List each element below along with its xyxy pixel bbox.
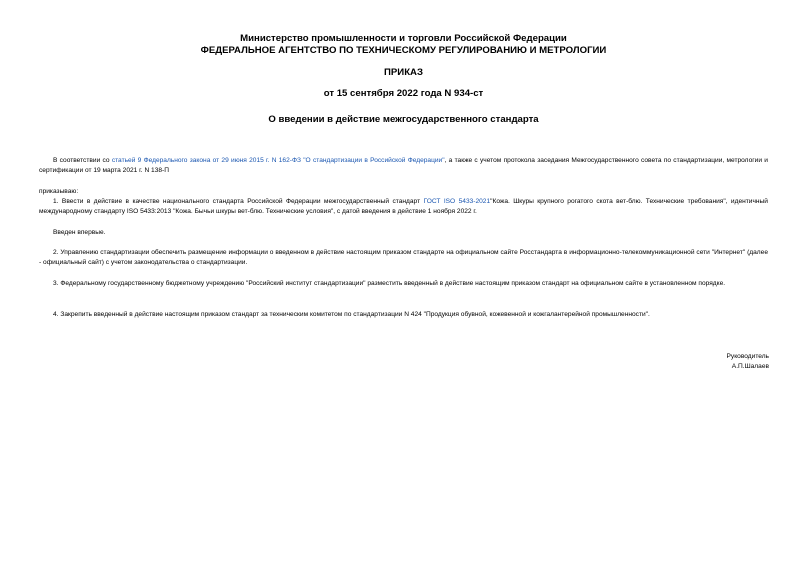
document-date-number: от 15 сентября 2022 года N 934-ст [323,88,484,99]
law-link[interactable]: статьей 9 Федерального закона от 29 июня 2015 г. N 162-ФЗ "О стандартизации в Российской Федерации" [111,157,445,164]
ministry-name: Министерство промышленности и торговли Российской Федерации [240,33,567,44]
paragraph-item-2: 2. Управлению стандартизации обеспечить размещение информации о введенном в действие настоящим приказом стандарте на официальном сайте Росстандарта в информационно-телекоммуникационной сети "Интернет" (далее - официальный сайт) с учетом законодательства о стандартизации. [39,249,768,266]
paragraph-preamble [39,156,768,176]
preamble-suffix: , а также с учетом протокола заседания Межгосударственного совета по стандартизации, метрологии и сертификации от 19 марта 2021 г. N 138-П [39,157,768,174]
signatory-position: Руководитель [726,353,769,360]
document-title: О введении в действие межгосударственного стандарта [268,114,539,125]
paragraph-introduced-first: Введен впервые. [53,229,106,236]
agency-name: ФЕДЕРАЛЬНОЕ АГЕНТСТВО ПО ТЕХНИЧЕСКОМУ РЕГУЛИРОВАНИЮ И МЕТРОЛОГИИ [200,45,607,56]
paragraph-order: приказываю: [39,188,79,195]
preamble-prefix: В соответствии со [53,157,112,164]
signatory-name: А.П.Шалаев [731,363,769,370]
paragraph-item-1 [39,197,768,217]
item-1-prefix: 1. Ввести в действие в качестве национального стандарта Российской Федерации межгосударственный стандарт [53,198,424,205]
paragraph-item-3: 3. Федеральному государственному бюджетному учреждению "Российский институт стандартизации" разместить введенный в действие настоящим приказом стандарт на официальном сайте в установленном порядке. [53,280,726,287]
item-1-suffix: "Кожа. Шкуры крупного рогатого скота вет-блю. Технические требования", идентичный международному стандарту ISO 5433:2013 "Кожа. Бычьи шкуры вет-блю. Технические условия", с датой введения в действие 1 ноября 2022 г. [39,198,768,215]
paragraph-item-4: 4. Закрепить введенный в действие настоящим приказом стандарт за техническим комитетом по стандартизации N 424 "Продукция обувной, кожевенной и кожгалантерейной промышленности". [53,311,650,318]
signature-block [727,352,769,372]
document-type: ПРИКАЗ [384,67,423,78]
standard-link[interactable]: ГОСТ ISO 5433-2021 [423,198,491,205]
